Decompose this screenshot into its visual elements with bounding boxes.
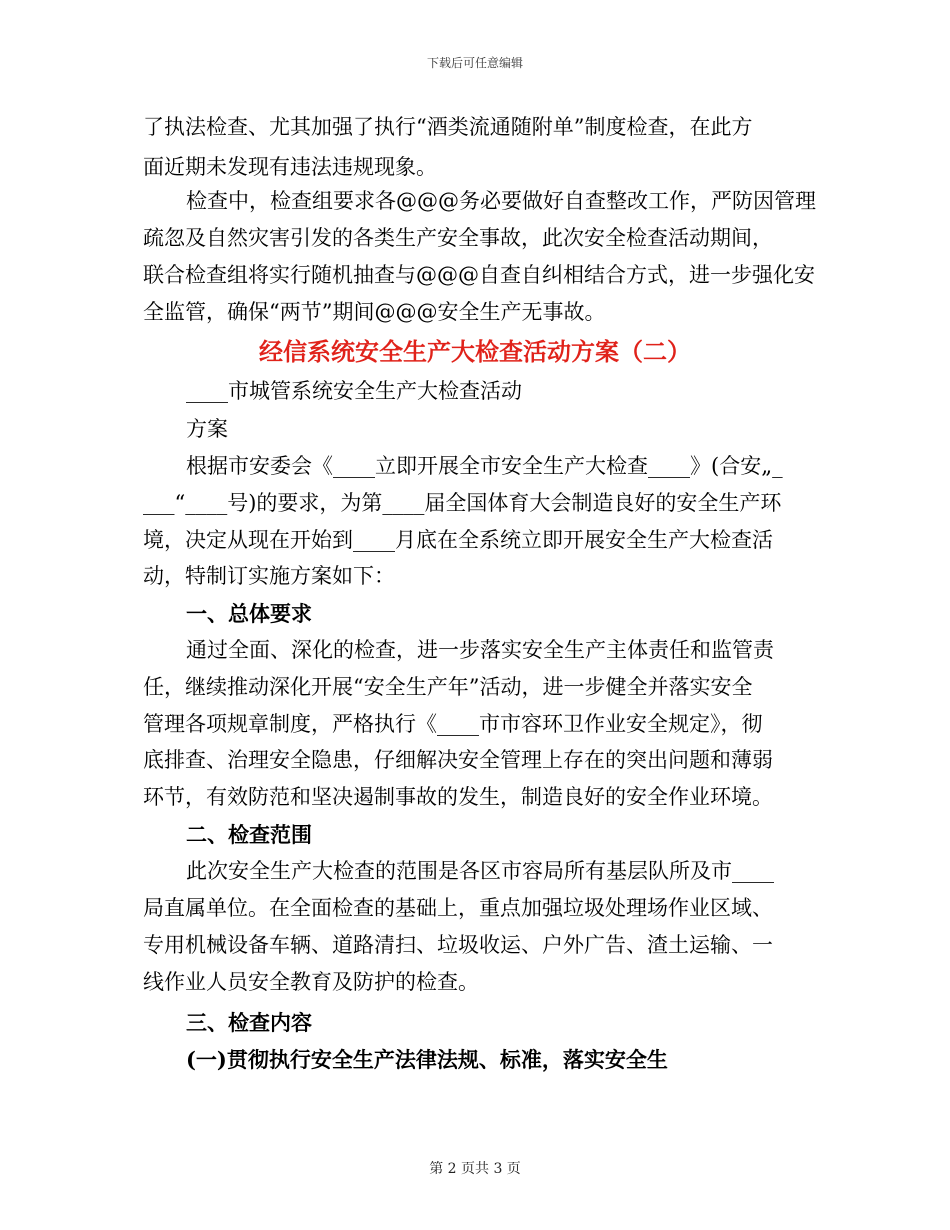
subsection-heading-1: (一)贯彻执行安全生产法律法规、标准，落实安全生: [186, 1047, 668, 1072]
plan-line-13: 局直属单位。在全面检查的基础上，重点加强垃圾处理场作业区域、: [143, 896, 773, 920]
page-number: 第 2 页共 3 页: [429, 1161, 521, 1177]
plan-line-3: 根据市安委会《____立即开展全市安全生产大检查____》(合安„_: [186, 454, 783, 478]
plan-line-1: ____市城管系统安全生产大检查活动: [186, 379, 522, 403]
plan-line-9: 管理各项规章制度，严格执行《____市市容环卫作业安全规定》，彻: [143, 712, 763, 736]
plan-line-12: 此次安全生产大检查的范围是各区市容局所有基层队所及市____: [186, 859, 774, 883]
document-title: 经信系统安全生产大检查活动方案（二）: [259, 337, 691, 366]
body-line-5: 联合检查组将实行随机抽查与@@@自查自纠相结合方式，进一步强化安: [143, 263, 815, 287]
body-line-2: 面近期未发现有违法违规现象。: [143, 155, 437, 179]
body-line-6: 全监管，确保“两节”期间@@@安全生产无事故。: [143, 300, 606, 324]
plan-line-7: 通过全面、深化的检查，进一步落实安全生产主体责任和监管责: [186, 638, 774, 662]
plan-line-5: 境，决定从现在开始到____月底在全系统立即开展安全生产大检查活: [143, 528, 773, 552]
plan-line-8: 任，继续推动深化开展“安全生产年”活动，进一步健全并落实安全: [143, 675, 753, 699]
plan-line-15: 线作业人员安全教育及防护的检查。: [143, 970, 479, 994]
section-heading-1: 一、总体要求: [186, 601, 312, 626]
plan-line-2: 方案: [186, 417, 228, 441]
plan-line-10: 底排查、治理安全隐患，仔细解决安全管理上存在的突出问题和薄弱: [143, 748, 773, 772]
plan-line-4: ___“____号)的要求，为第____届全国体育大会制造良好的安全生产环: [143, 491, 782, 515]
section-heading-2: 二、检查范围: [186, 822, 312, 847]
plan-line-6: 动，特制订实施方案如下：: [143, 564, 395, 588]
body-line-1: 了执法检查、尤其加强了执行“酒类流通随附单”制度检查，在此方: [143, 115, 753, 139]
body-line-3: 检查中，检查组要求各@@@务必要做好自查整改工作，严防因管理: [186, 189, 816, 213]
plan-line-11: 环节，有效防范和坚决遏制事故的发生，制造良好的安全作业环境。: [143, 785, 773, 809]
plan-line-14: 专用机械设备车辆、道路清扫、垃圾收运、户外广告、渣土运输、一: [143, 933, 773, 957]
header-note: 下载后可任意编辑: [426, 56, 523, 70]
section-heading-3: 三、检查内容: [186, 1010, 312, 1035]
body-line-4: 疏忽及自然灾害引发的各类生产安全事故，此次安全检查活动期间，: [143, 226, 773, 250]
